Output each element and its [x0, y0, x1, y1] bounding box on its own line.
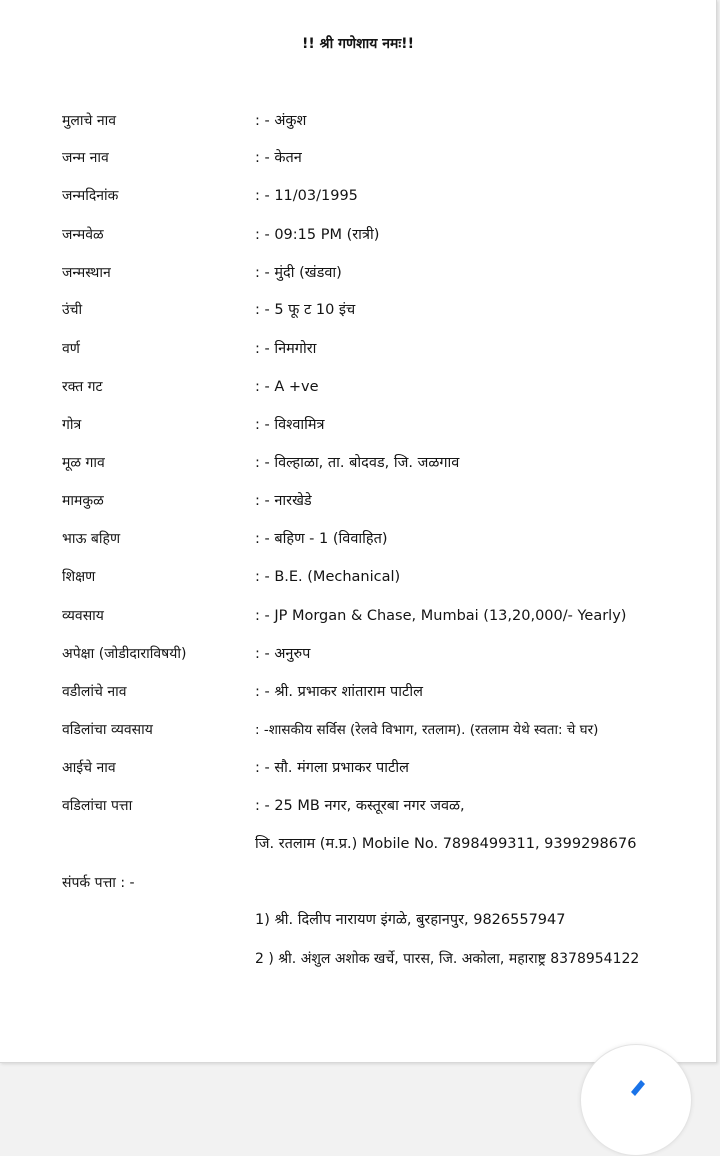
field-label: वडिलांचा व्यवसाय [62, 722, 153, 738]
field-label: जन्म नाव [62, 150, 109, 166]
field-label: वडिलांचा पत्ता [62, 798, 133, 814]
field-value: : - 5 फू ट 10 इंच [255, 302, 356, 318]
field-row-birth-date [0, 185, 716, 207]
field-label: गोत्र [62, 417, 82, 433]
field-label: जन्मदिनांक [62, 188, 119, 204]
field-value: : - विश्वामित्र [255, 417, 325, 433]
field-row-gotra [0, 414, 716, 436]
field-value: : - JP Morgan & Chase, Mumbai (13,20,000/- Yearly) [255, 608, 627, 624]
field-row-birth-time [0, 224, 716, 246]
contact-entry-text: 1) श्री. दिलीप नारायण इंगळे, बुरहानपुर, 9826557947 [255, 912, 566, 928]
field-value: : - B.E. (Mechanical) [255, 569, 401, 585]
field-label: वडीलांचे नाव [62, 684, 127, 700]
field-label: रक्त गट [62, 379, 103, 395]
field-label: जन्मस्थान [62, 265, 111, 281]
contact-entry [0, 909, 716, 931]
field-row-native-village [0, 452, 716, 474]
field-label: भाऊ बहिण [62, 531, 121, 547]
contact-entry-text: 2 ) श्री. अंशुल अशोक खर्चे, पारस, जि. अकोला, महाराष्ट्र 8378954122 [255, 951, 640, 967]
field-row-expectation [0, 643, 716, 665]
field-value: : - 11/03/1995 [255, 188, 358, 204]
field-row-education [0, 566, 716, 588]
field-label: मूळ गाव [62, 455, 105, 471]
field-value: : - श्री. प्रभाकर शांताराम पाटील [255, 684, 423, 700]
address-continuation: जि. रतलाम (म.प्र.) Mobile No. 7898499311, 9399298676 [255, 836, 637, 852]
field-row-father-occupation [0, 719, 716, 741]
field-label: मामकुळ [62, 493, 104, 509]
field-row-birth-place [0, 262, 716, 284]
field-row-complexion [0, 338, 716, 360]
contact-heading-row [0, 872, 716, 894]
field-value: : - अनुरुप [255, 646, 311, 662]
field-label: व्यवसाय [62, 608, 104, 624]
edit-button[interactable] [580, 1044, 692, 1156]
field-value: : - 25 MB नगर, कस्तूरबा नगर जवळ, [255, 798, 465, 814]
field-value: : - विल्हाळा, ता. बोदवड, जि. जळगाव [255, 455, 460, 471]
field-label: मुलाचे नाव [62, 113, 117, 129]
field-value: : - बहिण - 1 (विवाहित) [255, 531, 388, 547]
field-value: : - A +ve [255, 379, 319, 395]
field-row-maternal-family [0, 490, 716, 512]
field-row-birth-name [0, 147, 716, 169]
field-value: : - नारखेडे [255, 493, 312, 509]
field-row-father-address [0, 795, 716, 817]
contact-entry [0, 948, 716, 970]
field-label: अपेक्षा (जोडीदाराविषयी) [62, 646, 187, 662]
field-row-blood-group [0, 376, 716, 398]
address-line-2 [0, 833, 716, 855]
field-label: शिक्षण [62, 569, 96, 585]
edit-pen-icon [627, 1075, 649, 1097]
field-row-mother-name [0, 757, 716, 779]
field-value: : - निमगोरा [255, 341, 317, 357]
field-value: : - अंकुश [255, 113, 307, 129]
field-value: : -शासकीय सर्विस (रेलवे विभाग, रतलाम). (रतलाम येथे स्वता: चे घर) [255, 722, 599, 738]
field-value: : - 09:15 PM (रात्री) [255, 227, 380, 243]
contact-label: संपर्क पत्ता : - [62, 875, 135, 891]
field-row-siblings [0, 528, 716, 550]
field-label: जन्मवेळ [62, 227, 104, 243]
field-row-height [0, 299, 716, 321]
field-label: आईचे नाव [62, 760, 116, 776]
field-label: वर्ण [62, 341, 80, 357]
field-value: : - केतन [255, 150, 302, 166]
field-row-occupation [0, 605, 716, 627]
field-row-child-name [0, 110, 716, 132]
field-label: उंची [62, 302, 83, 318]
field-row-father-name [0, 681, 716, 703]
field-value: : - मुंदी (खंडवा) [255, 265, 342, 281]
field-value: : - सौ. मंगला प्रभाकर पाटील [255, 760, 409, 776]
document-heading: !! श्री गणेशाय नमः!! [302, 36, 414, 52]
